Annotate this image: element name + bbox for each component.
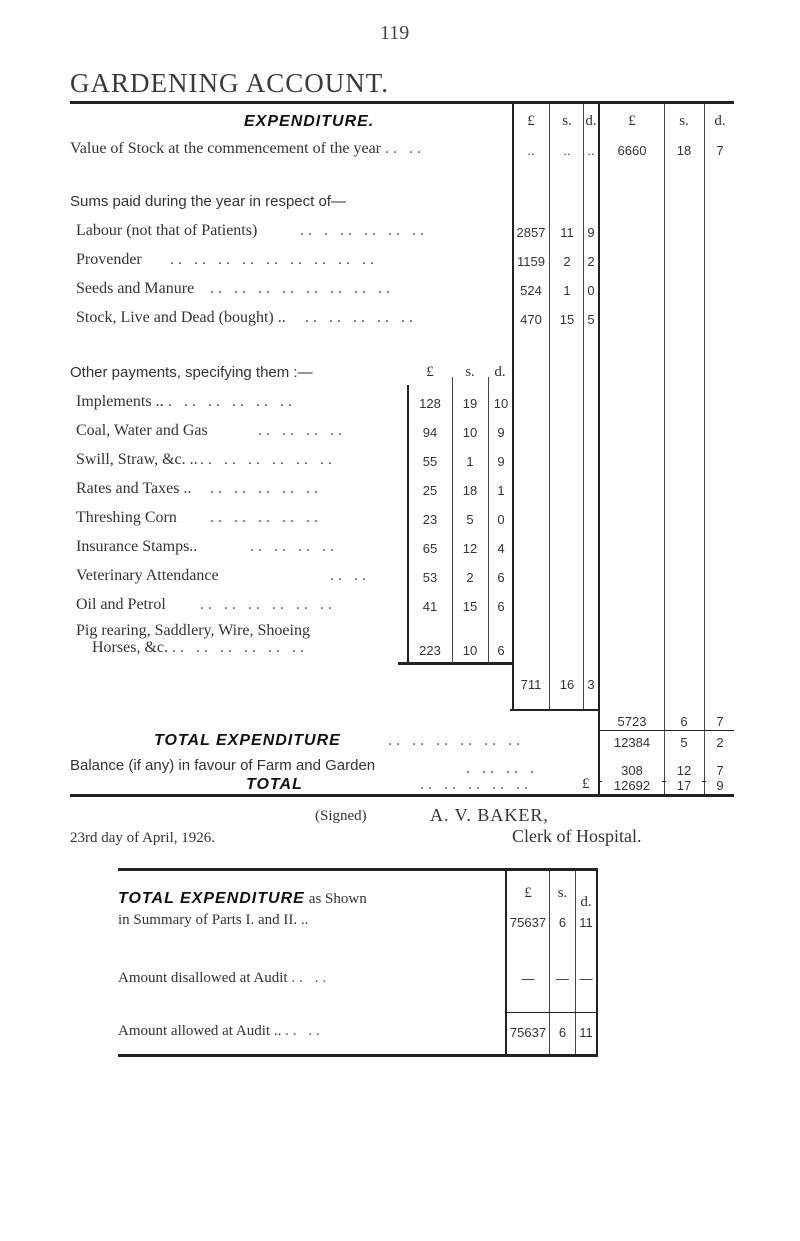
other-pig-pounds: 223 xyxy=(419,643,441,658)
signatory-role: Clerk of Hospital. xyxy=(512,826,642,846)
sum-stock-shillings: 15 xyxy=(559,312,575,327)
main-table-bottom-rule xyxy=(70,794,734,797)
summary-row1-line1 xyxy=(118,890,367,908)
summary-total-expenditure-label: TOTAL EXPENDITURE xyxy=(118,890,305,907)
col-rule-inner-left-lower xyxy=(512,664,514,710)
summary-row3-rule xyxy=(505,1012,596,1013)
other-veterinary-pence: 6 xyxy=(497,570,505,585)
other-col-header-shillings: s. xyxy=(465,364,475,380)
other-dots-coal: .. .. .. .. xyxy=(258,422,346,439)
other-label-swill: Swill, Straw, &c. .. xyxy=(76,451,198,468)
others-total-shillings: 16 xyxy=(559,677,575,692)
other-oil-shillings: 15 xyxy=(462,599,478,614)
sum-dots-stock: .. .. .. .. .. xyxy=(305,309,417,326)
other-col-rule-left-lower xyxy=(407,635,409,663)
signature-date: 23rd day of April, 1926. xyxy=(70,830,215,846)
other-threshing-pence: 0 xyxy=(497,512,505,527)
sum-labour-shillings: 11 xyxy=(560,225,574,240)
col-rule-inner-s xyxy=(549,104,550,664)
other-col-rule-d xyxy=(488,377,489,635)
summary-row2-shillings: — xyxy=(556,971,569,986)
col-header-pounds-outer: £ xyxy=(628,113,636,129)
summary-row2-pounds: — xyxy=(521,971,535,986)
other-rates-pence: 1 xyxy=(497,483,505,498)
sum-labour-pounds: 2857 xyxy=(516,225,546,240)
summary-bottom-rule xyxy=(118,1054,598,1057)
other-dots-veterinary: .. .. xyxy=(330,567,370,584)
col-rule-outer-s xyxy=(664,104,665,794)
other-coal-pence: 9 xyxy=(497,425,505,440)
sum-provender-shillings: 2 xyxy=(563,254,571,269)
other-dots-swill: .. .. .. .. .. .. xyxy=(200,451,336,468)
col-header-pounds-inner: £ xyxy=(527,113,535,129)
other-label-oil: Oil and Petrol xyxy=(76,596,166,613)
summary-col-header-shillings: s. xyxy=(557,885,568,901)
other-threshing-shillings: 5 xyxy=(466,512,474,527)
other-dots-threshing: .. .. .. .. .. xyxy=(210,509,322,526)
summary-row3-label: Amount allowed at Audit .. .. .. xyxy=(118,1023,324,1039)
other-col-rule-s-lower xyxy=(452,635,453,663)
other-insurance-shillings: 12 xyxy=(462,541,478,556)
other-label-veterinary: Veterinary Attendance xyxy=(76,567,219,584)
summary-row2-pence: — xyxy=(579,971,593,986)
summary-row1-pounds: 75637 xyxy=(509,915,547,930)
other-dots-implements: .. .. .. .. .. .. xyxy=(160,393,296,410)
total-currency: £ xyxy=(582,776,590,792)
sum-seeds-pounds: 524 xyxy=(520,283,542,298)
other-veterinary-pounds: 53 xyxy=(422,570,438,585)
col-rule-inner-s-lower xyxy=(549,664,550,710)
total-dots: .. .. .. .. .. xyxy=(420,776,532,793)
other-rates-shillings: 18 xyxy=(462,483,478,498)
sum-stock-pounds: 470 xyxy=(520,312,542,327)
stock-start-pence: 7 xyxy=(716,143,724,158)
balance-pounds: 308 xyxy=(621,763,643,778)
expenditure-header: EXPENDITURE. xyxy=(244,113,375,130)
outer-subtotal-rule xyxy=(598,730,734,731)
balance-dots: . .. .. . xyxy=(466,760,538,777)
page-number: 119 xyxy=(380,22,410,44)
other-threshing-pounds: 23 xyxy=(422,512,438,527)
sum-stock-pence: 5 xyxy=(587,312,595,327)
stock-start-inner-shillings: .. xyxy=(563,143,571,158)
other-coal-pounds: 94 xyxy=(422,425,438,440)
other-insurance-pence: 4 xyxy=(497,541,505,556)
sum-label-provender: Provender xyxy=(76,251,142,268)
other-col-rule-s xyxy=(452,377,453,635)
sum-dots-provender: .. .. .. .. .. .. .. .. .. xyxy=(170,251,378,268)
col-header-pence-inner: d. xyxy=(585,113,597,129)
summary-rule-right xyxy=(596,871,598,1057)
total-pounds: 12692 xyxy=(602,778,662,793)
sum-provender-pence: 2 xyxy=(587,254,595,269)
total-pence: 9 xyxy=(706,778,734,793)
col-header-shillings-inner: s. xyxy=(562,113,572,129)
other-label-insurance: Insurance Stamps.. xyxy=(76,538,198,555)
other-col-rule-d-lower xyxy=(488,635,489,663)
col-rule-inner-d xyxy=(583,104,584,664)
summary-col-header-pence: d. xyxy=(580,894,592,910)
other-rates-pounds: 25 xyxy=(422,483,438,498)
sums-heading: Sums paid during the year in respect of— xyxy=(70,193,346,210)
sums-total-rule xyxy=(510,709,600,711)
sums-total-pounds: 5723 xyxy=(617,714,647,729)
other-veterinary-shillings: 2 xyxy=(466,570,474,585)
sums-total-shillings: 6 xyxy=(680,714,688,729)
stock-start-inner-pounds: .. xyxy=(527,143,535,158)
signed-text: (Signed) xyxy=(315,808,367,824)
total-shillings: 17 xyxy=(666,778,702,793)
others-total-pence: 3 xyxy=(587,677,595,692)
total-expenditure-pounds: 12384 xyxy=(613,735,651,750)
other-col-header-pounds: £ xyxy=(426,364,434,380)
other-oil-pence: 6 xyxy=(497,599,505,614)
others-total-pounds: 711 xyxy=(520,677,542,692)
total-expenditure-pence: 2 xyxy=(716,735,724,750)
sum-label-labour: Labour (not that of Patients) xyxy=(76,222,258,239)
col-rule-inner-left xyxy=(512,104,514,664)
summary-row1-pence: 11 xyxy=(579,915,593,930)
sum-labour-pence: 9 xyxy=(587,225,595,240)
other-coal-shillings: 10 xyxy=(462,425,478,440)
other-pig-pence: 6 xyxy=(497,643,505,658)
other-label-implements: Implements .. xyxy=(76,393,164,410)
other-oil-pounds: 41 xyxy=(422,599,438,614)
other-col-rule-left xyxy=(407,385,409,635)
sum-seeds-pence: 0 xyxy=(587,283,595,298)
total-label: TOTAL xyxy=(246,776,303,793)
other-payments-heading: Other payments, specifying them :— xyxy=(70,364,313,381)
other-label-coal: Coal, Water and Gas xyxy=(76,422,208,439)
summary-row3-pounds: 75637 xyxy=(509,1025,547,1040)
total-expenditure-label: TOTAL EXPENDITURE xyxy=(154,732,341,749)
other-insurance-pounds: 65 xyxy=(422,541,438,556)
other-pig-shillings: 10 xyxy=(462,643,478,658)
other-dots-oil: .. .. .. .. .. .. xyxy=(200,596,336,613)
summary-row3-shillings: 6 xyxy=(558,1025,567,1040)
summary-col-header-pounds: £ xyxy=(524,885,532,901)
other-dots-insurance: .. .. .. .. xyxy=(250,538,338,555)
other-dots-rates: .. .. .. .. .. xyxy=(210,480,322,497)
stock-start-label: Value of Stock at the commencement of the year .. .. xyxy=(70,140,425,157)
stock-start-inner-pence: .. xyxy=(587,143,595,158)
sum-label-stock: Stock, Live and Dead (bought) .. xyxy=(76,309,286,326)
sum-label-seeds: Seeds and Manure xyxy=(76,280,195,297)
balance-pence: 7 xyxy=(716,763,724,778)
other-col-header-pence: d. xyxy=(494,364,506,380)
summary-row3-pence: 11 xyxy=(579,1025,593,1040)
total-expenditure-shillings: 5 xyxy=(680,735,688,750)
total-expenditure-dots: .. .. .. .. .. .. xyxy=(388,732,524,749)
stock-start-pounds: 6660 xyxy=(617,143,647,158)
other-label-threshing: Threshing Corn xyxy=(76,509,177,526)
col-rule-outer-left xyxy=(598,104,600,794)
other-implements-pounds: 128 xyxy=(419,396,441,411)
sum-provender-pounds: 1159 xyxy=(517,254,545,269)
other-swill-shillings: 1 xyxy=(466,454,474,469)
sum-dots-labour: .. . .. .. .. .. xyxy=(300,222,428,239)
page-title: GARDENING ACCOUNT. xyxy=(70,68,389,98)
summary-row1-shillings: 6 xyxy=(558,915,567,930)
col-header-shillings-outer: s. xyxy=(679,113,689,129)
stock-start-shillings: 18 xyxy=(676,143,692,158)
other-swill-pence: 9 xyxy=(497,454,505,469)
signatory-name: A. V. BAKER, xyxy=(430,805,549,825)
col-rule-outer-d xyxy=(704,104,705,794)
other-swill-pounds: 55 xyxy=(422,454,438,469)
col-header-pence-outer: d. xyxy=(714,113,726,129)
sum-dots-seeds: .. .. .. .. .. .. .. .. xyxy=(210,280,394,297)
main-table-top-rule xyxy=(70,101,734,104)
other-label-pig-line2: Horses, &c. .. .. .. .. .. .. xyxy=(92,639,308,656)
other-total-rule xyxy=(398,662,513,665)
balance-label: Balance (if any) in favour of Farm and Garden xyxy=(70,757,376,774)
other-label-rates: Rates and Taxes .. xyxy=(76,480,192,497)
other-implements-pence: 10 xyxy=(493,396,509,411)
summary-row2-label: Amount disallowed at Audit .. .. xyxy=(118,970,331,986)
other-implements-shillings: 19 xyxy=(462,396,478,411)
balance-shillings: 12 xyxy=(676,763,692,778)
other-label-pig-line1: Pig rearing, Saddlery, Wire, Shoeing xyxy=(76,622,310,639)
sum-seeds-shillings: 1 xyxy=(563,283,571,298)
sums-total-pence: 7 xyxy=(716,714,724,729)
summary-as-shown: as Shown xyxy=(308,891,367,907)
col-rule-inner-d-lower xyxy=(583,664,584,710)
summary-row1-line2: in Summary of Parts I. and II. .. xyxy=(118,912,309,928)
summary-top-rule xyxy=(118,868,598,871)
